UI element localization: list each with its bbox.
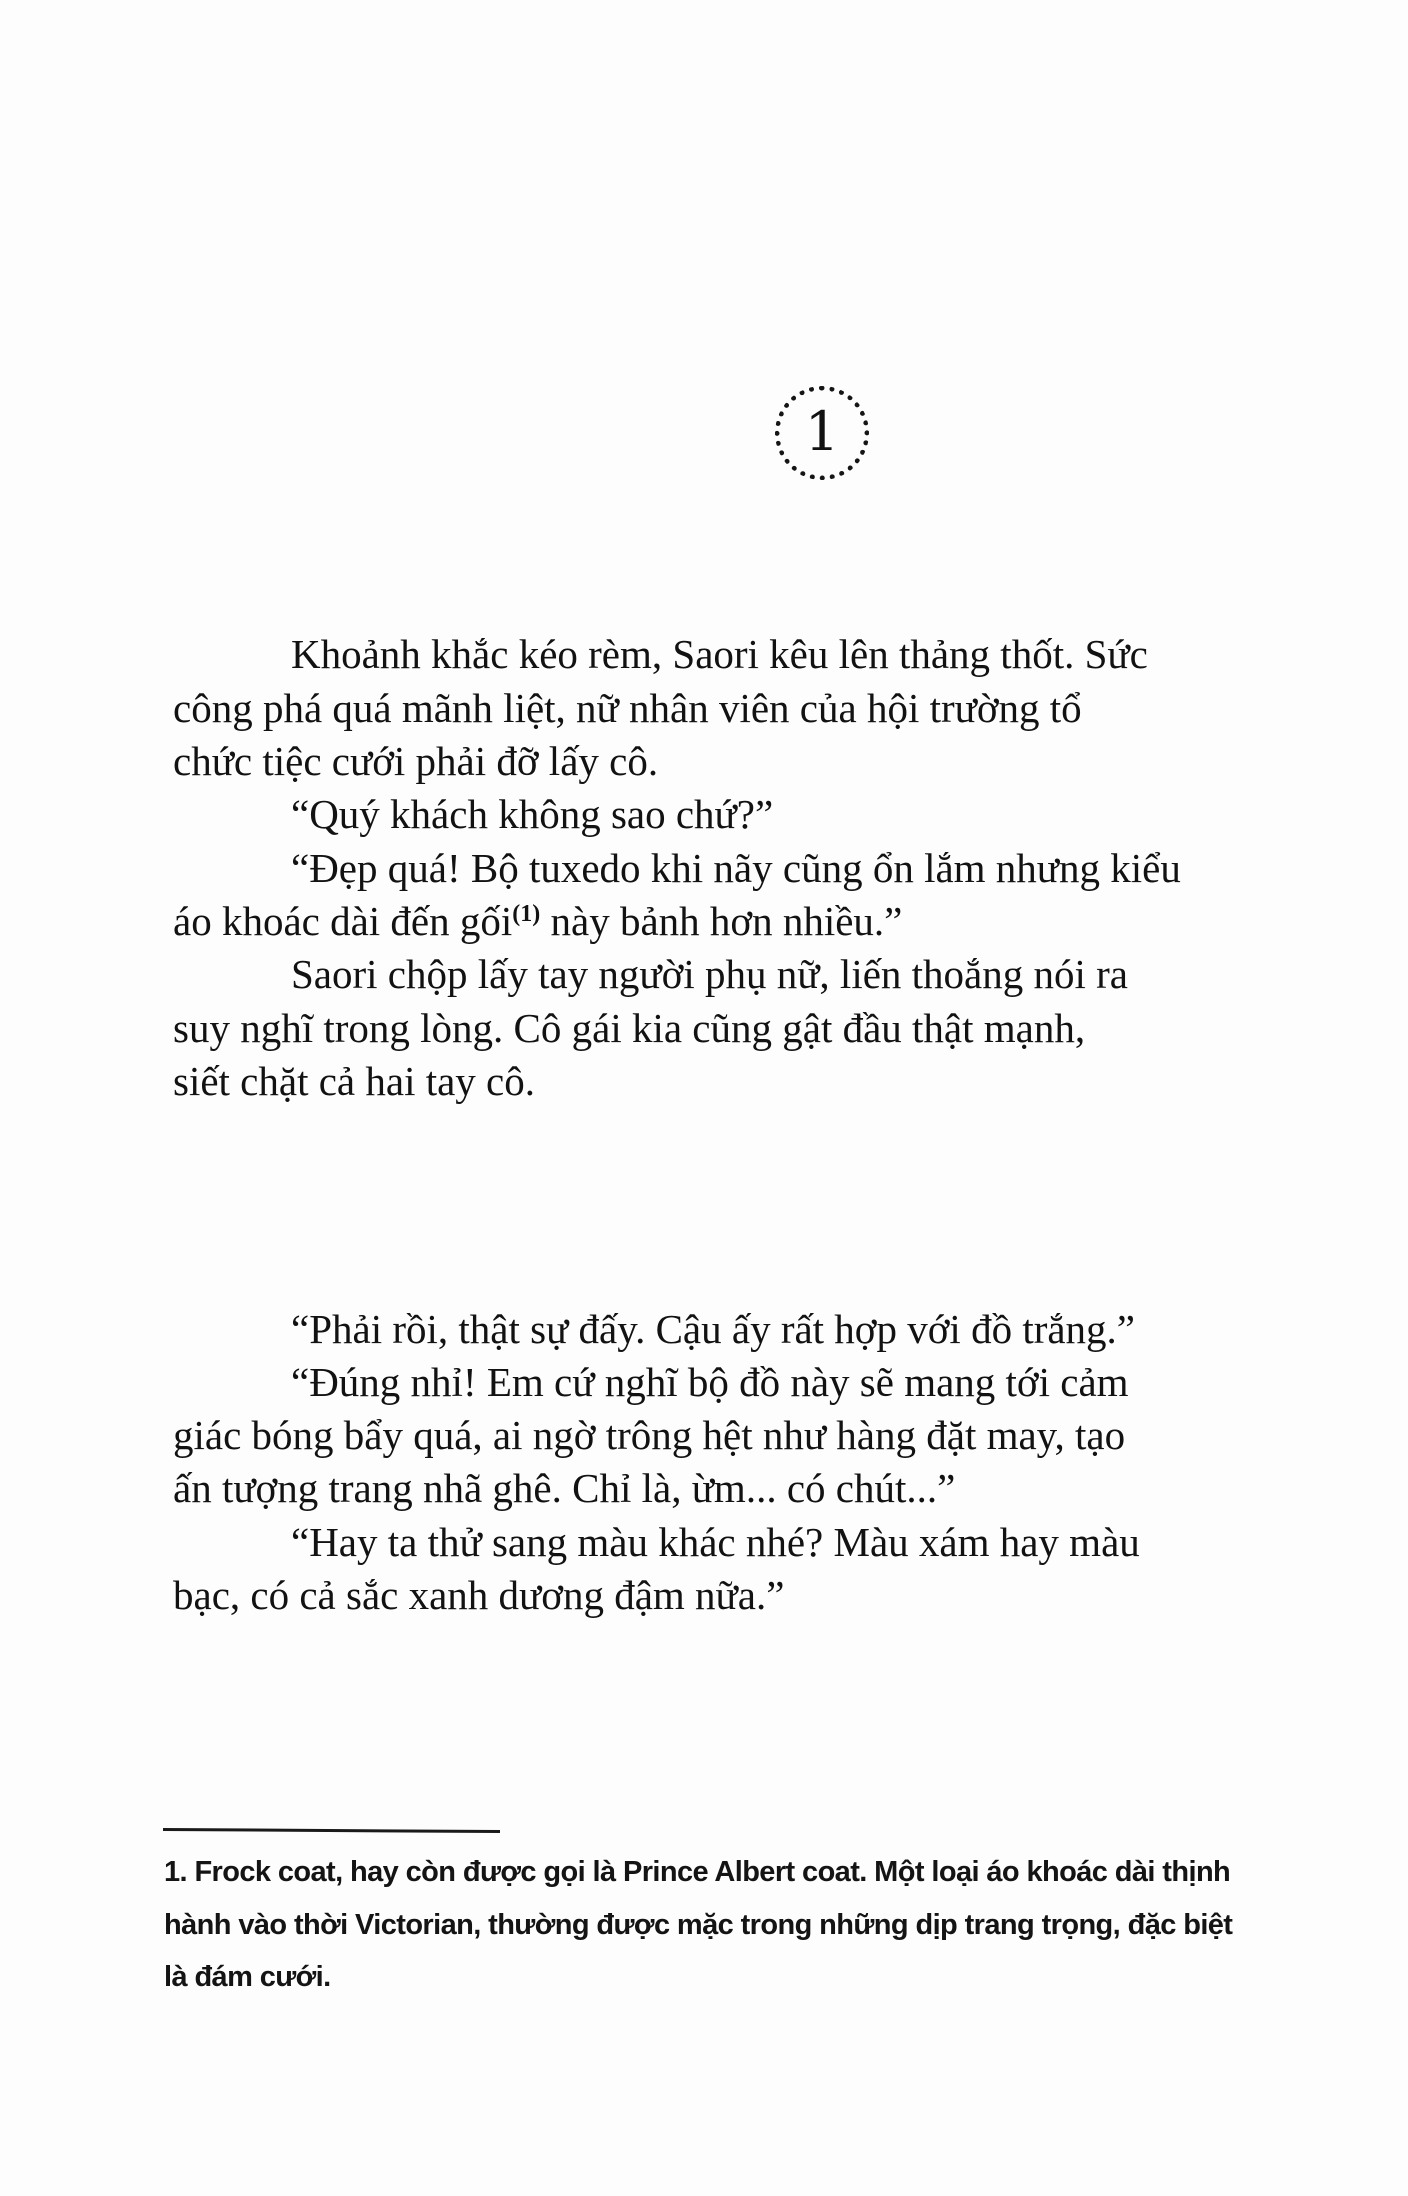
text-line: giác bóng bẩy quá, ai ngờ trông hệt như hàng đặt may, tạo [173, 1412, 1126, 1458]
dialogue-line: “Quý khách không sao chứ?” [291, 791, 774, 837]
chapter-number-badge [775, 386, 869, 480]
text-fragment: này bảnh hơn nhiều.” [540, 898, 903, 944]
footnote-line: hành vào thời Victorian, thường được mặc trong những dịp trang trọng, đặc biệt [164, 1909, 1233, 1941]
dialogue-line: “Hay ta thử sang màu khác nhé? Màu xám hay màu [291, 1519, 1140, 1565]
text-line: Saori chộp lấy tay người phụ nữ, liến thoắng nói ra [291, 951, 1128, 997]
text-line: ấn tượng trang nhã ghê. Chỉ là, ừm... có chút...” [173, 1465, 956, 1511]
text-line: bạc, có cả sắc xanh dương đậm nữa.” [173, 1572, 785, 1618]
footnote-line: 1. Frock coat, hay còn được gọi là Prince Albert coat. Một loại áo khoác dài thịnh [164, 1856, 1231, 1888]
text-fragment: áo khoác dài đến gối [173, 898, 513, 944]
footnote-divider [163, 1828, 500, 1833]
text-line-with-footnote [173, 895, 902, 948]
footnote-reference: (1) [512, 901, 541, 927]
text-line: công phá quá mãnh liệt, nữ nhân viên của hội trường tổ [173, 685, 1082, 731]
dialogue-line: “Đúng nhỉ! Em cứ nghĩ bộ đồ này sẽ mang tới cảm [291, 1359, 1129, 1405]
text-line: suy nghĩ trong lòng. Cô gái kia cũng gật đầu thật mạnh, [173, 1005, 1086, 1051]
text-line: Khoảnh khắc kéo rèm, Saori kêu lên thảng thốt. Sức [291, 631, 1148, 677]
chapter-number: 1 [804, 400, 840, 463]
text-line: siết chặt cả hai tay cô. [173, 1058, 535, 1104]
footnote-line: là đám cưới. [164, 1961, 331, 1993]
dialogue-line: “Đẹp quá! Bộ tuxedo khi nãy cũng ổn lắm nhưng kiểu [291, 845, 1181, 891]
dialogue-line: “Phải rồi, thật sự đấy. Cậu ấy rất hợp với đồ trắng.” [291, 1306, 1136, 1352]
text-line: chức tiệc cưới phải đỡ lấy cô. [173, 738, 659, 784]
